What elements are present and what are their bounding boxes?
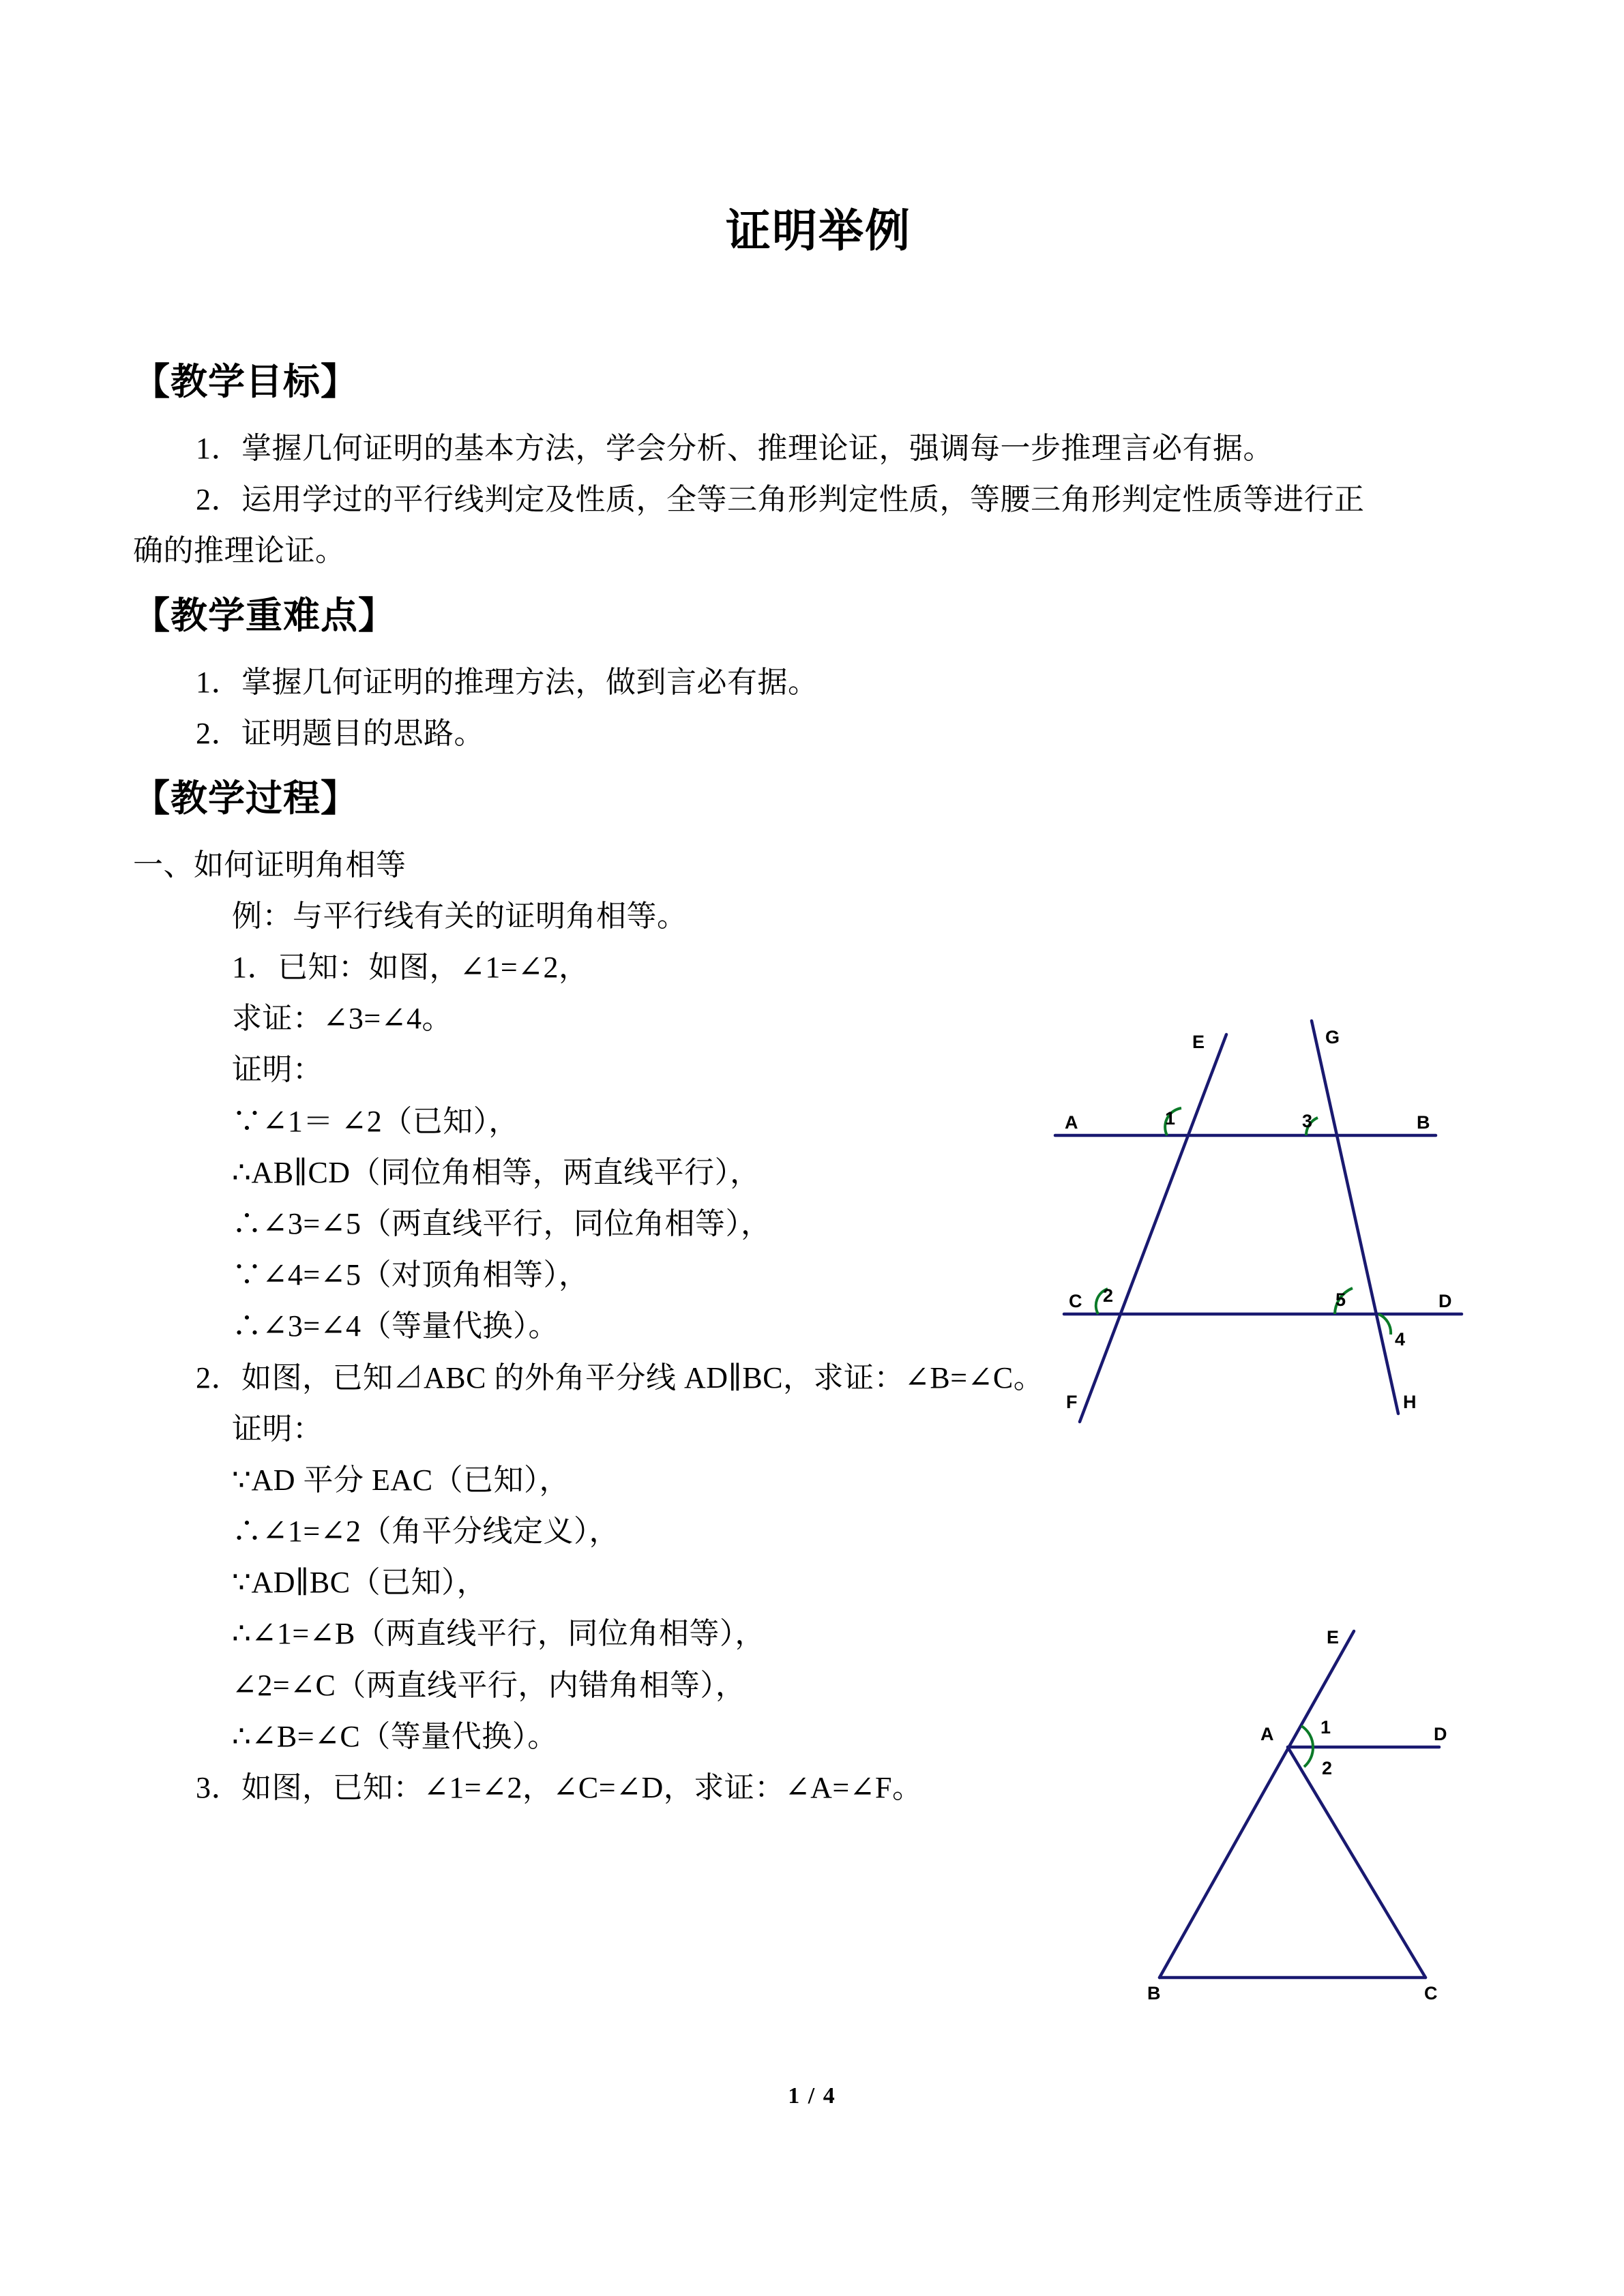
example-intro: 例：与平行线有关的证明角相等。 <box>232 899 688 933</box>
problem1-given: 1．已知：如图，∠1=∠2， <box>232 951 589 984</box>
page-title: 证明举例 <box>726 207 911 256</box>
document-content <box>133 0 1504 1807</box>
figure2-label-B: B <box>1147 1983 1161 2003</box>
figure1-angle-3: 3 <box>1302 1111 1313 1131</box>
problem1-prove: 求证：∠3=∠4。 <box>232 1002 453 1036</box>
figure2-label-E: E <box>1327 1627 1340 1648</box>
figure1-angle-1: 1 <box>1165 1108 1176 1129</box>
problem1-step-2: ∴AB∥CD（同位角相等，两直线平行）， <box>232 1155 761 1189</box>
figure1-angle-4: 4 <box>1395 1329 1406 1350</box>
figure1-label-C: C <box>1069 1291 1082 1311</box>
angle-arc-2 <box>1304 1747 1313 1767</box>
figure-triangle <box>1119 1596 1473 2018</box>
line-AC <box>1288 1747 1426 1978</box>
figure1-label-F: F <box>1066 1392 1078 1412</box>
objective-item-2-cont: 确的推理论证。 <box>133 534 346 568</box>
figure-parallel-lines <box>1027 999 1477 1429</box>
objective-item-1: 1．掌握几何证明的基本方法，学会分析、推理论证，强调每一步推理言必有据。 <box>196 431 1273 465</box>
line-GH <box>1312 1021 1398 1414</box>
problem2-step-1: ∵AD 平分 EAC（已知）， <box>232 1463 570 1497</box>
line-EF <box>1080 1034 1226 1422</box>
key-point-item-2: 2．证明题目的思路。 <box>196 716 484 750</box>
figure1-label-H: H <box>1403 1392 1417 1412</box>
figure1-label-E: E <box>1192 1032 1205 1052</box>
problem1-step-3: ∴∠3=∠5（两直线平行，同位角相等）， <box>232 1206 771 1240</box>
line-EB <box>1160 1631 1354 1978</box>
problem1-step-1: ∵∠1＝ ∠2（已知）， <box>232 1104 519 1138</box>
figure2-label-C: C <box>1424 1983 1438 2003</box>
figure2-label-A: A <box>1260 1724 1274 1744</box>
figure1-angle-5: 5 <box>1335 1289 1346 1310</box>
figure2-angle-2: 2 <box>1322 1758 1333 1778</box>
problem2-step-2: ∴∠1=∠2（角平分线定义）， <box>232 1515 620 1549</box>
problem2-step-3: ∵AD∥BC（已知）， <box>232 1566 488 1600</box>
figure-parallel-lines-svg <box>1027 999 1477 1429</box>
section-heading-objectives: 【教学目标】 <box>133 361 358 403</box>
footer-page-number: 1 / 4 <box>788 2083 836 2108</box>
problem2-statement: 2．如图，已知⊿ABC 的外角平分线 AD∥BC，求证：∠B=∠C。 <box>196 1360 1044 1395</box>
problem2-proof-label: 证明： <box>232 1412 323 1446</box>
problem1-proof-label: 证明： <box>232 1053 323 1087</box>
problem1-step-5: ∴∠3=∠4（等量代换）。 <box>232 1309 559 1343</box>
section-heading-key-points: 【教学重难点】 <box>133 595 396 637</box>
figure1-label-G: G <box>1325 1027 1340 1047</box>
figure-triangle-svg <box>1119 1596 1473 2018</box>
figure2-label-D: D <box>1434 1724 1447 1744</box>
angle-arc-1 <box>1301 1726 1313 1747</box>
figure1-angle-2: 2 <box>1103 1285 1114 1306</box>
problem2-step-5: ∠2=∠C（两直线平行，内错角相等）， <box>232 1668 746 1702</box>
objective-item-2: 2．运用学过的平行线判定及性质，全等三角形判定性质，等腰三角形判定性质等进行正 <box>196 482 1365 516</box>
section-heading-process: 【教学过程】 <box>133 778 358 820</box>
problem1-step-4: ∵∠4=∠5（对顶角相等）， <box>232 1258 589 1292</box>
part-one-title: 一、如何证明角相等 <box>133 848 407 882</box>
problem3-statement: 3．如图，已知：∠1=∠2，∠C=∠D，求证：∠A=∠F。 <box>196 1771 923 1804</box>
problem2-step-6: ∴∠B=∠C（等量代换）。 <box>232 1719 558 1753</box>
key-point-item-1: 1．掌握几何证明的推理方法，做到言必有据。 <box>196 665 818 699</box>
problem2-step-4: ∴∠1=∠B（两直线平行，同位角相等）， <box>232 1617 765 1651</box>
figure1-label-A: A <box>1065 1112 1078 1133</box>
figure1-label-D: D <box>1438 1291 1452 1311</box>
figure2-angle-1: 1 <box>1320 1717 1331 1738</box>
figure1-label-B: B <box>1417 1112 1430 1133</box>
